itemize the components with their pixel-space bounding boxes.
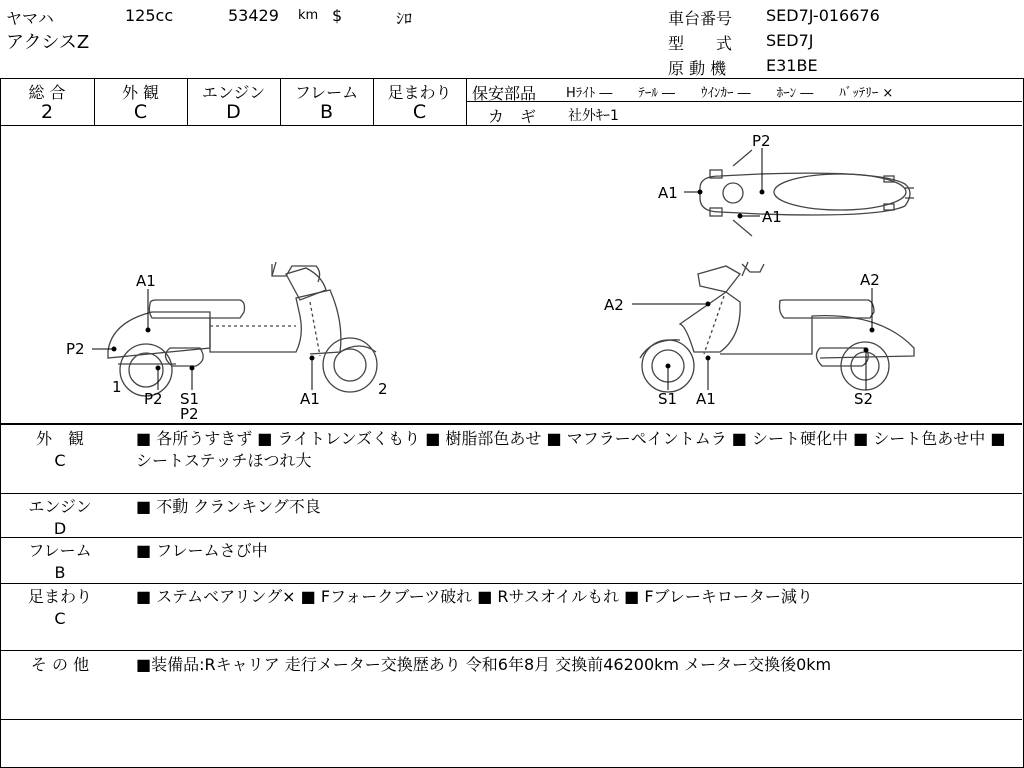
safety-label: 保安部品 <box>472 84 537 103</box>
frame-no-label: 車台番号 <box>668 9 733 28</box>
mileage-unit: km <box>298 8 319 23</box>
section-frame-label: フレーム <box>28 541 92 560</box>
label-left-p2-wheel: P2 <box>144 390 163 408</box>
label-top-p2: P2 <box>752 132 771 150</box>
damage-diagram <box>0 126 1022 424</box>
label-left-a1-front: A1 <box>300 390 320 408</box>
mileage: 53429 <box>228 6 279 25</box>
key-label: カ ギ <box>488 107 537 126</box>
maker: ヤマハ <box>6 9 54 28</box>
color: ｼﾛ <box>396 9 413 28</box>
label-left-s1: S1 <box>180 390 200 408</box>
section-exterior-grade: C <box>54 451 66 470</box>
label-left-1: 1 <box>112 378 122 396</box>
label-left-2: 2 <box>378 380 388 398</box>
section-other-text: ■装備品:Rキャリア 走行メーター交換歴あり 令和6年8月 交換前46200km メーター交換後0km <box>136 655 832 674</box>
label-right-a1: A1 <box>696 390 716 408</box>
safety-items: Hﾗｲﾄ ― ﾃｰﾙ ― ｳｲﾝｶｰ ― ﾎｰﾝ ― ﾊﾞｯﾃﾘｰ × <box>566 86 894 101</box>
grade-engine-label: エンジン <box>201 83 266 102</box>
section-suspension-grade: C <box>54 609 66 628</box>
grade-exterior-label: 外 観 <box>121 83 160 102</box>
grade-engine-value: D <box>226 101 241 123</box>
section-suspension-text: ■ ステムベアリング× ■ Fフォークブーツ破れ ■ Rサスオイルもれ ■ Fブレーキローター減り <box>136 587 813 606</box>
grade-total-label: 総 合 <box>28 83 66 102</box>
scooter-top-view-drawing <box>700 150 914 236</box>
type-value: SED7J <box>766 31 814 50</box>
label-right-s2: S2 <box>854 390 874 408</box>
label-left-p2-step: P2 <box>180 405 199 423</box>
section-frame-text: ■ フレームさび中 <box>136 541 268 560</box>
section-exterior-text: ■ 各所うすきず ■ ライトレンズくもり ■ 樹脂部色あせ ■ マフラーペイントムラ ■ シート硬化中 ■ シート色あせ中 ■ シートステッチほつれ大 <box>136 429 1006 470</box>
label-top-a1-lower: A1 <box>762 208 782 226</box>
key-value: 社外ｷｰ1 <box>568 108 619 124</box>
section-suspension-label: 足まわり <box>27 587 92 606</box>
section-engine-grade: D <box>53 519 67 538</box>
displacement: 125cc <box>125 6 174 25</box>
engine-label: 原 動 機 <box>668 59 727 78</box>
grade-suspension-value: C <box>412 101 427 123</box>
label-right-a2-rear: A2 <box>860 271 880 289</box>
grade-total-value: 2 <box>40 101 54 123</box>
section-engine-label: エンジン <box>28 497 92 516</box>
section-exterior-label: 外 観 <box>35 429 84 448</box>
engine-value: E31BE <box>766 56 818 75</box>
section-other-label: そ の 他 <box>30 655 90 674</box>
section-engine-text: ■ 不動 クランキング不良 <box>136 497 321 516</box>
label-left-a1: A1 <box>136 272 156 290</box>
model-name: アクシスZ <box>6 32 90 53</box>
label-left-p2: P2 <box>66 340 85 358</box>
frame-no: SED7J-016676 <box>766 6 880 25</box>
label-right-a2: A2 <box>604 296 624 314</box>
type-label: 型 式 <box>668 34 733 53</box>
label-right-s1: S1 <box>658 390 678 408</box>
grade-frame-label: フレーム <box>294 83 359 102</box>
grade-suspension-label: 足まわり <box>387 83 452 102</box>
section-frame-grade: B <box>54 563 66 582</box>
dollar-mark: $ <box>332 6 343 25</box>
grade-frame-value: B <box>319 101 334 123</box>
label-top-a1: A1 <box>658 184 678 202</box>
grade-exterior-value: C <box>133 101 148 123</box>
